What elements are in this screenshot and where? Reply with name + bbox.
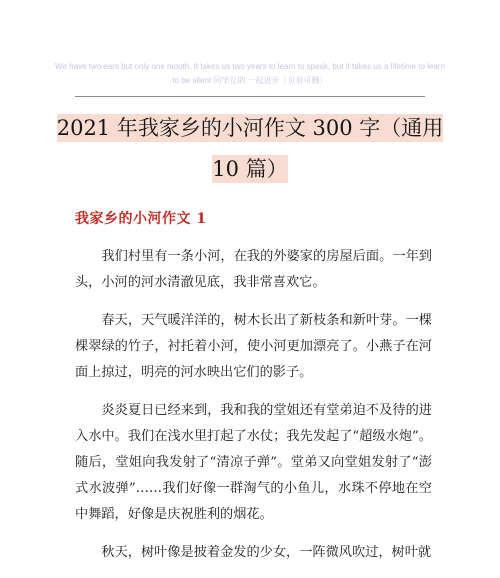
header-divider xyxy=(75,96,425,97)
document-title xyxy=(20,108,480,190)
header-watermark xyxy=(40,60,460,88)
essay-body xyxy=(75,244,432,578)
paragraph: 秋天，树叶像是披着金发的少女，一阵微风吹过，树叶就 xyxy=(101,545,432,560)
paragraph: 炎炎夏日已经来到，我和我的堂姐还有堂弟迫不及待的进入水中。我们在浅水里打起了水仗；我先发起了“超级水炮”。随后，堂姐向我发射了“清凉子弹”。堂弟又向堂姐发射了“澎式水波弹”……我们好像一群淘气的小鱼儿，水珠不停地在空中舞蹈，好像是庆祝胜利的烟花。 xyxy=(75,403,432,522)
paragraph: 春天，天气暖洋洋的，树木长出了新枝条和新叶芽。一棵棵翠绿的竹子，衬托着小河，使小河更加漂亮了。小燕子在河面上掠过，明亮的河水映出它们的影子。 xyxy=(75,313,432,380)
title-line-1: 2021 年我家乡的小河作文 300 字（通用 xyxy=(56,116,444,140)
title-line-2: 10 篇） xyxy=(212,157,288,181)
watermark-line-1: We have two ears but only one mouth. It takes us two years to learn to speak, but it takes us a lifetime to learn xyxy=(55,62,445,71)
paragraph: 我们村里有一条小河，在我的外婆家的房屋后面。一年到头，小河的河水清澈见底，我非常喜欢它。 xyxy=(75,249,432,290)
section-heading: 我家乡的小河作文 1 xyxy=(75,211,207,227)
watermark-line-2: to be silent 同学互助 一起进步（页眉可删） xyxy=(172,76,328,85)
